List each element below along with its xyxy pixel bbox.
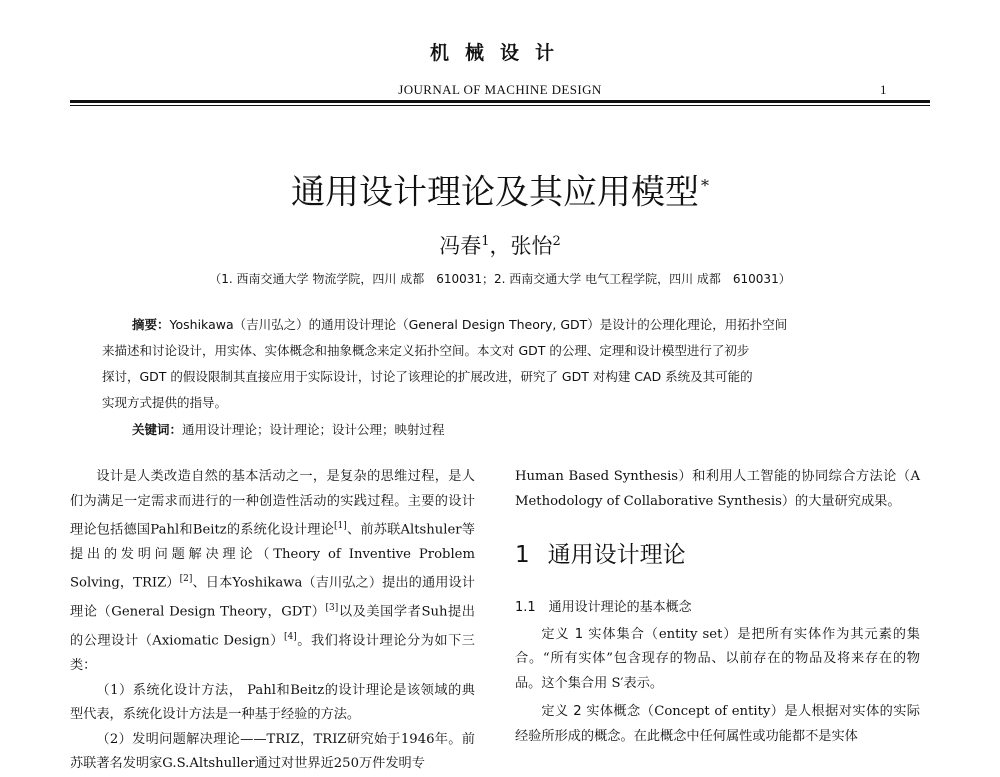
citation-1: [1] [334, 521, 347, 531]
section-heading [515, 540, 920, 570]
abstract-line-4: 实现方式提供的指导。 [102, 395, 228, 410]
page-number: 1 [880, 82, 887, 97]
intro-text-c: 、日本Yoshikawa（吉川弘之）提出的通用设计理论（General Design Theory，GDT） [70, 575, 475, 620]
subsection-heading: 1.1 通用设计理论的基本概念 [515, 600, 692, 615]
author-2: 张怡 [510, 234, 553, 258]
journal-title-cn: 机械设计 [429, 42, 570, 64]
abstract-text-1: Yoshikawa（吉川弘之）的通用设计理论（General Design Theory, GDT）是设计的公理化理论，用拓扑空间 [169, 317, 788, 332]
paragraph-item-1: （1）系统化设计方法， Pahl和Beitz的设计理论是该领域的典型代表，系统化设计方法是一种基于经验的方法。 [70, 682, 475, 723]
section-number: 1 [515, 542, 530, 568]
author-line [0, 228, 1000, 260]
abstract [102, 312, 902, 416]
citation-2: [2] [179, 574, 193, 585]
paragraph-continued: Human Based Synthesis）和利用人工智能的协同综合方法论（A Methodology of Collaborative Synthesis）的大量研究成果。 [515, 469, 920, 509]
definition-2-text: 实体概念（Concept of entity）是人根据对实体的实际经验所形成的概念。在此概念中任何属性或功能都不是实体 [515, 704, 920, 744]
abstract-line-1 [102, 312, 902, 338]
author-2-affil: 2 [552, 234, 561, 249]
author-1-affil: 1 [481, 234, 490, 249]
abstract-line-3: 探讨，GDT 的假设限制其直接应用于实际设计，讨论了该理论的扩展改进，研究了 GDT 对构建 CAD 系统及其可能的 [102, 369, 753, 384]
body-column-left [70, 465, 475, 777]
citation-4: [4] [283, 632, 297, 643]
paragraph-intro [70, 465, 475, 679]
header-rule [70, 100, 930, 103]
keywords-label: 关键词： [132, 422, 183, 437]
definition-2 [515, 700, 920, 749]
definition-2-label: 定义 2 [541, 704, 582, 719]
definition-1 [515, 623, 920, 697]
intro-text-a: 设计是人类改造自然的基本活动之一，是复杂的思维过程，是人们为满足一定需求而进行的一种创造性活动的实践过程。主要的设计理论包括德国Pahl和Beitz的系统化设计理论 [70, 469, 475, 538]
intro-text-b: 、前苏联Altshuler等提出的发明问题解决理论（Theory of Inventive Problem Solving，TRIZ） [70, 522, 475, 591]
paragraph-item-2: （2）发明问题解决理论——TRIZ，TRIZ研究始于1946年。前苏联著名发明家G.S.Altshuller通过对世界近250万件发明专 [70, 731, 475, 772]
body-column-right [515, 465, 920, 749]
definition-1-label: 定义 1 [541, 626, 584, 642]
intro-text-d: 以及美国学者Suh提出的公理设计（Axiomatic Design） [70, 604, 475, 649]
affiliations: （1. 西南交通大学 物流学院，四川 成都 610031；2. 西南交通大学 电气工程学院，四川 成都 610031） [209, 272, 791, 286]
citation-3: [3] [325, 603, 339, 614]
abstract-label: 摘要： [132, 317, 170, 332]
definition-1-text: 实体集合（entity set）是把所有实体作为其元素的集合。“所有实体”包含现存的物品、以前存在的物品及将来存在的物品。这个集合用 S′表示。 [515, 626, 920, 691]
header-rule-thin [70, 105, 930, 106]
abstract-line-2: 来描述和讨论设计，用实体、实体概念和抽象概念来定义拓扑空间。本文对 GDT 的公理、定理和设计模型进行了初步 [102, 343, 750, 358]
title-footnote-mark: * [701, 176, 709, 195]
keywords [132, 420, 902, 440]
section-title: 通用设计理论 [547, 542, 686, 568]
author-1: 冯春 [439, 234, 482, 258]
journal-title-en: JOURNAL OF MACHINE DESIGN [398, 82, 602, 97]
intro-text-e: 。我们将设计理论分为如下三类： [70, 633, 475, 674]
author-separator: ， [489, 234, 511, 258]
paper-title-text: 通用设计理论及其应用模型 [291, 172, 699, 213]
keywords-text: 通用设计理论；设计理论；设计公理；映射过程 [182, 422, 445, 437]
paper-title [0, 166, 1000, 212]
